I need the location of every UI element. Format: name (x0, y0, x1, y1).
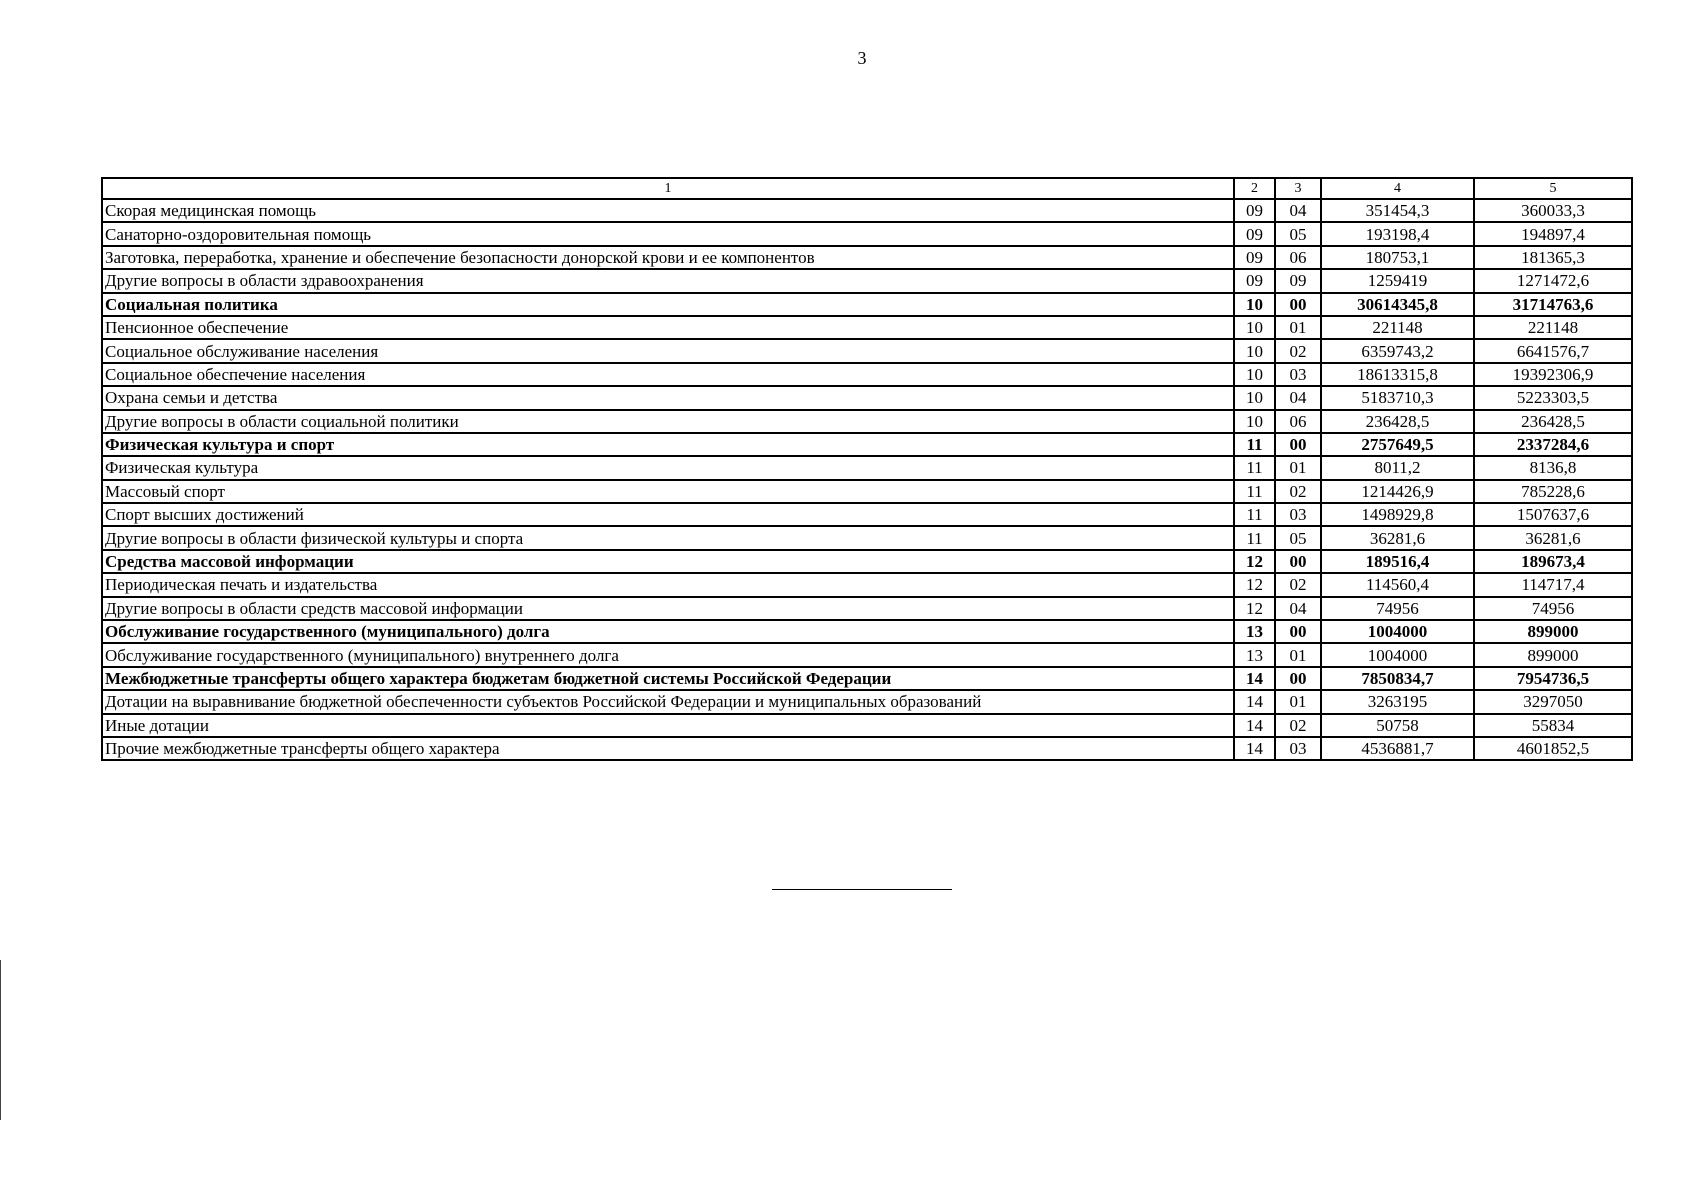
cell-subsection: 00 (1275, 667, 1321, 690)
cell-subsection: 04 (1275, 386, 1321, 409)
cell-name: Другие вопросы в области физической культуры и спорта (102, 526, 1234, 549)
cell-name: Социальное обеспечение населения (102, 363, 1234, 386)
cell-value-1: 1004000 (1321, 620, 1474, 643)
cell-value-2: 36281,6 (1474, 526, 1632, 549)
cell-value-1: 8011,2 (1321, 456, 1474, 479)
table-row (102, 339, 1632, 362)
cell-value-1: 1214426,9 (1321, 480, 1474, 503)
column-header-3: 3 (1275, 178, 1321, 199)
table-row (102, 480, 1632, 503)
cell-section: 09 (1234, 199, 1275, 222)
cell-subsection: 04 (1275, 199, 1321, 222)
cell-value-1: 189516,4 (1321, 550, 1474, 573)
cell-subsection: 04 (1275, 597, 1321, 620)
cell-name: Периодическая печать и издательства (102, 573, 1234, 596)
cell-value-1: 114560,4 (1321, 573, 1474, 596)
table-row (102, 526, 1632, 549)
cell-value-2: 1271472,6 (1474, 269, 1632, 292)
table-row (102, 386, 1632, 409)
table-row (102, 550, 1632, 573)
closing-divider (772, 889, 952, 890)
cell-section: 09 (1234, 269, 1275, 292)
cell-value-1: 5183710,3 (1321, 386, 1474, 409)
table-row (102, 573, 1632, 596)
cell-value-1: 50758 (1321, 714, 1474, 737)
cell-section: 10 (1234, 363, 1275, 386)
cell-name: Социальная политика (102, 293, 1234, 316)
cell-value-2: 114717,4 (1474, 573, 1632, 596)
cell-name: Физическая культура (102, 456, 1234, 479)
cell-value-2: 31714763,6 (1474, 293, 1632, 316)
cell-subsection: 05 (1275, 526, 1321, 549)
table-row (102, 643, 1632, 666)
table-row (102, 737, 1632, 760)
cell-subsection: 02 (1275, 714, 1321, 737)
cell-value-1: 36281,6 (1321, 526, 1474, 549)
cell-value-2: 221148 (1474, 316, 1632, 339)
cell-subsection: 01 (1275, 643, 1321, 666)
cell-value-2: 4601852,5 (1474, 737, 1632, 760)
table-row (102, 199, 1632, 222)
cell-value-2: 189673,4 (1474, 550, 1632, 573)
cell-value-2: 19392306,9 (1474, 363, 1632, 386)
cell-name: Пенсионное обеспечение (102, 316, 1234, 339)
cell-name: Средства массовой информации (102, 550, 1234, 573)
cell-value-1: 1259419 (1321, 269, 1474, 292)
cell-value-2: 2337284,6 (1474, 433, 1632, 456)
cell-value-1: 4536881,7 (1321, 737, 1474, 760)
cell-value-2: 7954736,5 (1474, 667, 1632, 690)
table-row (102, 363, 1632, 386)
table-row (102, 597, 1632, 620)
cell-section: 14 (1234, 667, 1275, 690)
cell-subsection: 01 (1275, 316, 1321, 339)
cell-section: 13 (1234, 620, 1275, 643)
cell-name: Обслуживание государственного (муниципального) внутреннего долга (102, 643, 1234, 666)
cell-subsection: 02 (1275, 480, 1321, 503)
cell-subsection: 03 (1275, 737, 1321, 760)
cell-name: Социальное обслуживание населения (102, 339, 1234, 362)
cell-section: 10 (1234, 293, 1275, 316)
cell-subsection: 05 (1275, 222, 1321, 245)
cell-value-1: 221148 (1321, 316, 1474, 339)
cell-name: Другие вопросы в области средств массовой информации (102, 597, 1234, 620)
cell-name: Спорт высших достижений (102, 503, 1234, 526)
table-row (102, 410, 1632, 433)
cell-value-1: 7850834,7 (1321, 667, 1474, 690)
cell-section: 11 (1234, 480, 1275, 503)
cell-section: 11 (1234, 503, 1275, 526)
cell-value-1: 236428,5 (1321, 410, 1474, 433)
cell-subsection: 00 (1275, 620, 1321, 643)
cell-value-2: 899000 (1474, 620, 1632, 643)
table-row (102, 714, 1632, 737)
cell-section: 14 (1234, 690, 1275, 713)
cell-value-2: 785228,6 (1474, 480, 1632, 503)
cell-subsection: 01 (1275, 690, 1321, 713)
cell-value-1: 180753,1 (1321, 246, 1474, 269)
cell-name: Обслуживание государственного (муниципального) долга (102, 620, 1234, 643)
cell-subsection: 03 (1275, 363, 1321, 386)
cell-name: Межбюджетные трансферты общего характера бюджетам бюджетной системы Российской Федерации (102, 667, 1234, 690)
cell-value-1: 193198,4 (1321, 222, 1474, 245)
table-row (102, 222, 1632, 245)
table-row (102, 690, 1632, 713)
column-header-2: 2 (1234, 178, 1275, 199)
cell-value-2: 8136,8 (1474, 456, 1632, 479)
cell-subsection: 00 (1275, 550, 1321, 573)
cell-section: 12 (1234, 550, 1275, 573)
cell-section: 10 (1234, 386, 1275, 409)
cell-value-1: 3263195 (1321, 690, 1474, 713)
cell-value-2: 74956 (1474, 597, 1632, 620)
table-row (102, 667, 1632, 690)
budget-table (101, 177, 1633, 761)
cell-value-2: 899000 (1474, 643, 1632, 666)
cell-value-1: 2757649,5 (1321, 433, 1474, 456)
column-header-1: 1 (102, 178, 1234, 199)
cell-subsection: 09 (1275, 269, 1321, 292)
scan-edge-line (0, 960, 1, 1120)
table-row (102, 246, 1632, 269)
cell-value-2: 55834 (1474, 714, 1632, 737)
cell-value-2: 1507637,6 (1474, 503, 1632, 526)
table-row (102, 316, 1632, 339)
cell-value-2: 5223303,5 (1474, 386, 1632, 409)
cell-name: Заготовка, переработка, хранение и обеспечение безопасности донорской крови и ее компонентов (102, 246, 1234, 269)
cell-section: 13 (1234, 643, 1275, 666)
cell-value-2: 3297050 (1474, 690, 1632, 713)
cell-section: 11 (1234, 433, 1275, 456)
cell-value-1: 6359743,2 (1321, 339, 1474, 362)
cell-name: Санаторно-оздоровительная помощь (102, 222, 1234, 245)
cell-value-2: 236428,5 (1474, 410, 1632, 433)
cell-section: 11 (1234, 526, 1275, 549)
cell-name: Другие вопросы в области социальной политики (102, 410, 1234, 433)
cell-value-1: 74956 (1321, 597, 1474, 620)
cell-subsection: 02 (1275, 339, 1321, 362)
cell-value-1: 18613315,8 (1321, 363, 1474, 386)
cell-subsection: 00 (1275, 433, 1321, 456)
cell-section: 10 (1234, 339, 1275, 362)
cell-value-1: 1004000 (1321, 643, 1474, 666)
table-header-row (102, 178, 1632, 199)
cell-value-1: 351454,3 (1321, 199, 1474, 222)
cell-section: 14 (1234, 714, 1275, 737)
cell-section: 10 (1234, 316, 1275, 339)
cell-section: 14 (1234, 737, 1275, 760)
cell-value-2: 6641576,7 (1474, 339, 1632, 362)
cell-name: Массовый спорт (102, 480, 1234, 503)
cell-name: Иные дотации (102, 714, 1234, 737)
cell-section: 09 (1234, 222, 1275, 245)
cell-section: 12 (1234, 597, 1275, 620)
cell-name: Физическая культура и спорт (102, 433, 1234, 456)
table-row (102, 433, 1632, 456)
cell-name: Дотации на выравнивание бюджетной обеспеченности субъектов Российской Федерации и муниципальных образований (102, 690, 1234, 713)
column-header-5: 5 (1474, 178, 1632, 199)
table-row (102, 456, 1632, 479)
cell-value-1: 30614345,8 (1321, 293, 1474, 316)
cell-value-2: 181365,3 (1474, 246, 1632, 269)
table-row (102, 269, 1632, 292)
table-row (102, 293, 1632, 316)
table-row (102, 503, 1632, 526)
cell-name: Охрана семьи и детства (102, 386, 1234, 409)
table-row (102, 620, 1632, 643)
cell-subsection: 00 (1275, 293, 1321, 316)
cell-value-1: 1498929,8 (1321, 503, 1474, 526)
page-number: 3 (857, 48, 867, 68)
cell-section: 11 (1234, 456, 1275, 479)
cell-subsection: 06 (1275, 410, 1321, 433)
cell-subsection: 01 (1275, 456, 1321, 479)
cell-subsection: 02 (1275, 573, 1321, 596)
cell-name: Прочие межбюджетные трансферты общего характера (102, 737, 1234, 760)
cell-name: Скорая медицинская помощь (102, 199, 1234, 222)
cell-section: 09 (1234, 246, 1275, 269)
cell-section: 12 (1234, 573, 1275, 596)
cell-section: 10 (1234, 410, 1275, 433)
cell-value-2: 194897,4 (1474, 222, 1632, 245)
column-header-4: 4 (1321, 178, 1474, 199)
cell-name: Другие вопросы в области здравоохранения (102, 269, 1234, 292)
cell-value-2: 360033,3 (1474, 199, 1632, 222)
cell-subsection: 06 (1275, 246, 1321, 269)
cell-subsection: 03 (1275, 503, 1321, 526)
table-body (102, 199, 1632, 760)
